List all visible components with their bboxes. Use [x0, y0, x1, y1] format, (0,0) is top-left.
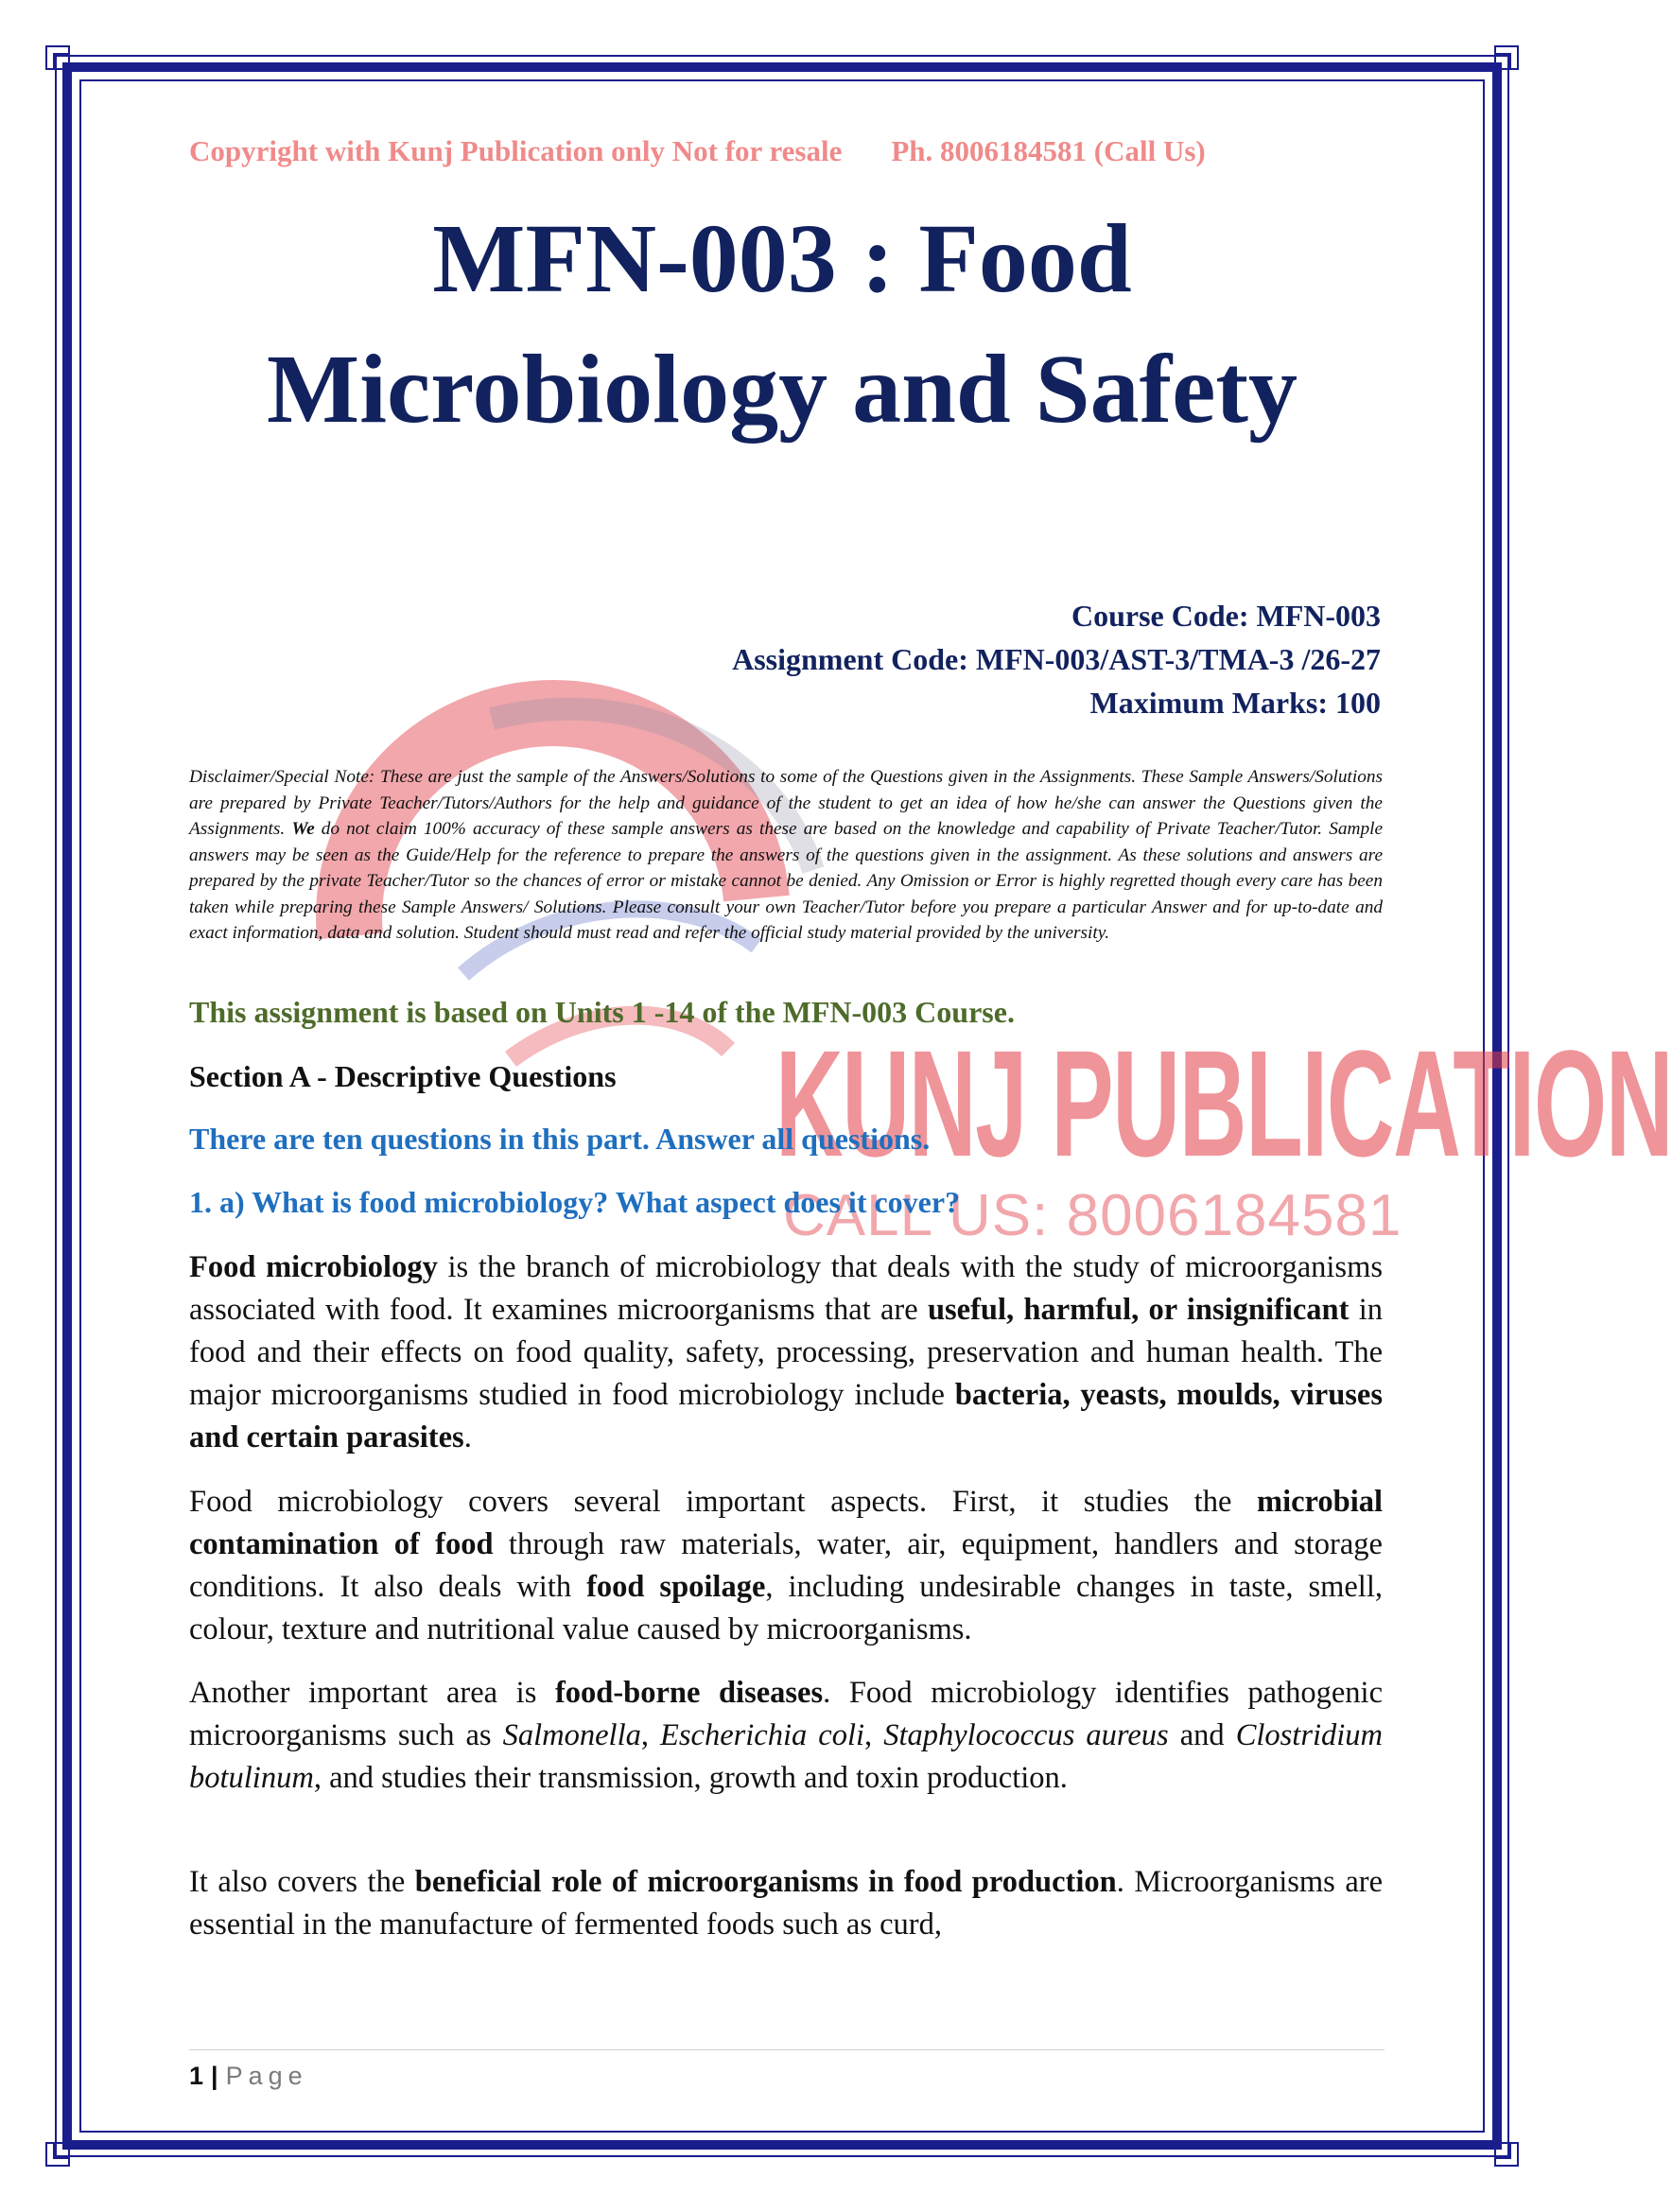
document-title — [151, 194, 1413, 455]
answer-paragraph-4 — [189, 1861, 1383, 1946]
copyright-header — [189, 134, 1381, 168]
term-bold: food-borne diseases — [554, 1676, 824, 1710]
page-separator: | — [211, 2062, 218, 2090]
corner-ornament-top-left — [45, 45, 70, 70]
page-footer — [189, 2062, 308, 2091]
disclaimer-note — [189, 764, 1383, 947]
term-bold: food spoilage — [586, 1570, 766, 1604]
answer-paragraph-1 — [189, 1246, 1383, 1459]
species-italic: Escherichia coli — [660, 1718, 865, 1752]
assignment-meta — [567, 594, 1381, 724]
page-label: Page — [225, 2062, 308, 2090]
species-italic: Salmonella — [502, 1718, 641, 1752]
watermark-brand-text: KUNJ PUBLICATION — [775, 1019, 1672, 1188]
term-bold: Food microbiology — [189, 1250, 438, 1284]
text-run: It also covers the — [189, 1865, 415, 1899]
term-bold: bacteria, yeasts, moulds, viruses and certain parasites — [189, 1378, 1383, 1454]
text-run: , — [864, 1718, 884, 1752]
answer-paragraph-2 — [189, 1481, 1383, 1651]
text-run: Another important area is — [189, 1676, 555, 1710]
corner-ornament-top-right — [1494, 45, 1519, 70]
text-run: . Microorganisms are essential in the manufacture of fermented foods such as curd, — [189, 1865, 1383, 1942]
title-line-1: MFN-003 : Food — [432, 204, 1132, 313]
footer-divider — [189, 2049, 1385, 2050]
disclaimer-text-2: do not claim 100% accuracy of these sample answers as these are based on the knowledge and capability of Private Teacher/Tutor. Sample answers may be seen as the Guide/Help for the reference to prepare the answers of the questions given in the assignment. As these solutions and answers are prepared by the private Teacher/Tutor so the chances of error or mistake cannot be denied. Any Omission or Error is highly regretted though every care has been taken while preparing these Sample Answers/ Solutions. Please consult your own Teacher/Tutor before you prepare a particular Answer and for up-to-date and exact information, data and solution. Student should must read and refer the official study material provided by the university. — [189, 819, 1384, 943]
disclaimer-bold: We — [291, 819, 315, 839]
term-bold: useful, harmful, or insignificant — [927, 1293, 1350, 1327]
text-run: , — [640, 1718, 661, 1752]
species-italic: Clostridium botulinum — [189, 1718, 1383, 1795]
answer-paragraph-3 — [189, 1672, 1383, 1800]
disclaimer-text-1: Disclaimer/Special Note: These are just the sample of the Answers/Solutions to some of the Questions given in the Assignments. These Sample Answers/Solutions are prepared by Private Teacher/Tutors/Authors for the help and guidance of the student to get an idea of how he/she can answer the Questions given the Assignments. — [189, 767, 1383, 839]
units-note: This assignment is based on Units 1 -14 of the MFN-003 Course. — [189, 995, 1015, 1029]
text-run: . — [463, 1420, 472, 1454]
corner-ornament-bottom-left — [45, 2142, 70, 2167]
species-italic: Staphylococcus aureus — [883, 1718, 1169, 1752]
phone-contact: Ph. 8006184581 (Call Us) — [891, 134, 1206, 167]
term-bold: microbial contamination of food — [189, 1485, 1383, 1561]
instruction-text: There are ten questions in this part. Answer all questions. — [189, 1122, 931, 1156]
watermark-call-text: CALL US: 8006184581 — [783, 1183, 1402, 1248]
course-code: Course Code: MFN-003 — [1071, 599, 1381, 633]
text-run: , including undesirable changes in taste, smell, colour, texture and nutritional value caused by microorganisms. — [189, 1570, 1383, 1646]
text-run: through raw materials, water, air, equipment, handlers and storage conditions. It also deals with — [189, 1527, 1383, 1604]
question-1a: 1. a) What is food microbiology? What aspect does it cover? — [189, 1185, 961, 1219]
text-run: Food microbiology covers several important aspects. First, it studies the — [189, 1485, 1257, 1519]
text-run: is the branch of microbiology that deals with the study of microorganisms associated with food. It examines microorganisms that are — [189, 1250, 1384, 1327]
assignment-code: Assignment Code: MFN-003/AST-3/TMA-3 /26-27 — [732, 642, 1381, 676]
corner-ornament-bottom-right — [1494, 2142, 1519, 2167]
title-line-2: Microbiology and Safety — [266, 335, 1298, 444]
text-run: in food and their effects on food quality, safety, processing, preservation and human health. The major microorganisms studied in food microbiology include — [189, 1293, 1383, 1412]
text-run: and — [1168, 1718, 1236, 1752]
page-number: 1 — [189, 2062, 204, 2090]
text-run: . Food microbiology identifies pathogenic microorganisms such as — [189, 1676, 1384, 1752]
maximum-marks: Maximum Marks: 100 — [1089, 686, 1381, 720]
text-run: , and studies their transmission, growth and toxin production. — [313, 1761, 1068, 1795]
section-heading: Section A - Descriptive Questions — [189, 1059, 617, 1093]
term-bold: beneficial role of microorganisms in food production — [414, 1865, 1117, 1899]
copyright-notice: Copyright with Kunj Publication only Not for resale — [189, 134, 843, 167]
